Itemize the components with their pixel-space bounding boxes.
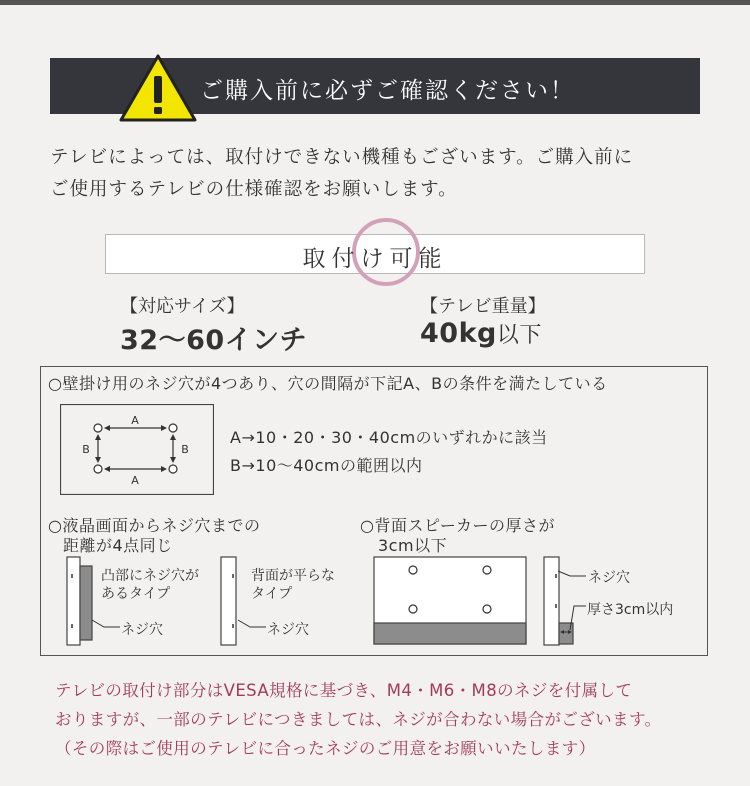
screw-leader-line-3 (556, 566, 588, 582)
footnote-line-2: おりますが、一部のテレビにつきましては、ネジが合わない場合がございます。 (55, 710, 662, 729)
warning-icon (118, 52, 198, 124)
flat-label-1: 背面が平らな (251, 568, 335, 584)
thickness-label: 厚さ3cm以内 (587, 602, 674, 618)
condition-b: B→10〜40cmの範囲以内 (230, 456, 423, 475)
intro-text (50, 142, 633, 206)
compatibility-label: 取付け可能 (302, 246, 448, 272)
size-value: 32〜60インチ (120, 325, 308, 356)
speaker-title-2: 3cm以下 (378, 536, 448, 555)
convex-label-1: 凸部にネジ穴が (101, 568, 199, 584)
footnote-line-3: （その際はご使用のテレビに合ったネジのご用意をお願いいたします） (55, 739, 596, 758)
weight-label: 【テレビ重量】 (420, 296, 546, 317)
convex-label-2: あるタイプ (101, 586, 171, 602)
convex-tv-side-diagram (66, 556, 96, 646)
screw-hole-label-3: ネジ穴 (588, 570, 630, 586)
screw-leader-line-1 (90, 615, 122, 631)
weight-suffix: 以下 (496, 323, 542, 348)
diagram-label-a-top: A (131, 414, 139, 427)
flat-label-2: タイプ (251, 586, 293, 602)
speaker-title-1: ○背面スピーカーの厚さが (360, 516, 556, 535)
thickness-leader-line (566, 600, 588, 634)
diagram-label-b-left: B (82, 443, 90, 456)
distance-title-1: ○液晶画面からネジ穴までの (48, 516, 261, 535)
screw-hole-label-1: ネジ穴 (121, 622, 163, 638)
diagram-label-b-right: B (181, 443, 189, 456)
condition-a: A→10・20・30・40cmのいずれかに該当 (230, 428, 548, 447)
intro-line-2: ご使用するテレビの仕様確認をお願いします。 (50, 179, 458, 200)
footnote (55, 676, 661, 763)
diagram-label-a-bottom: A (131, 474, 139, 487)
screw-leader-line-2 (236, 615, 268, 631)
speaker-rear-diagram (373, 556, 528, 646)
flat-tv-side-diagram (220, 556, 240, 646)
weight-value (420, 318, 542, 349)
hole-pattern-diagram (60, 404, 214, 495)
hole-pattern-title: ○壁掛け用のネジ穴が4つあり、穴の間隔が下記A、Bの条件を満たしている (48, 374, 608, 393)
banner-title: ご購入前に必ずご確認ください！ (200, 78, 575, 104)
top-divider (0, 0, 750, 5)
size-label: 【対応サイズ】 (120, 296, 245, 317)
intro-line-1: テレビによっては、取付けできない機種もございます。ご購入前に (50, 147, 634, 168)
footnote-line-1: テレビの取付け部分はVESA規格に基づき、M4・M6・M8のネジを付属して (55, 681, 633, 700)
weight-number: 40kg (420, 318, 497, 349)
distance-title-2: 距離が4点同じ (63, 536, 173, 555)
screw-hole-label-2: ネジ穴 (267, 622, 309, 638)
